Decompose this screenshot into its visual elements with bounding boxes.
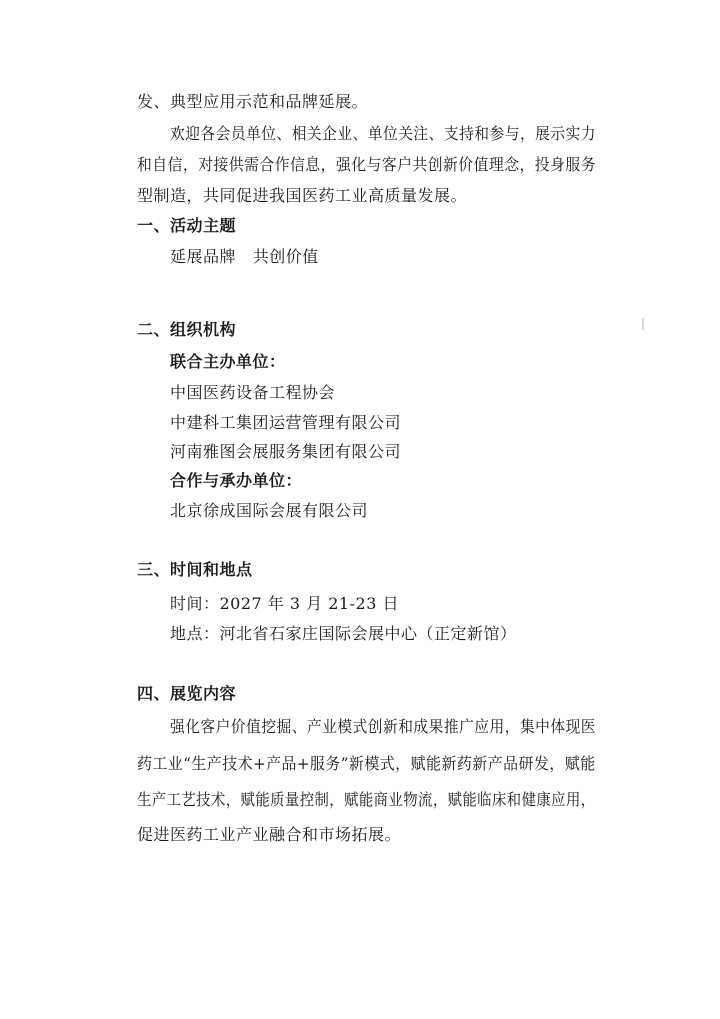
exhibition-line-4: 促进医药工业产业融合和市场拓展。	[137, 825, 402, 844]
intro-line-4: 型制造，共同促进我国医药工业高质量发展。	[137, 186, 468, 205]
exhibition-line-2: 药工业“生产技术+产品+服务”新模式，赋能新药新产品研发，赋能	[137, 754, 596, 773]
section-heading-exhibition: 四、展览内容	[137, 684, 237, 703]
exhibition-line-1: 强化客户价值挖掘、产业模式创新和成果推广应用，集中体现医	[170, 717, 597, 736]
event-place: 地点：河北省石家庄国际会展中心（正定新馆）	[170, 624, 517, 643]
scan-mark	[642, 318, 644, 330]
section-heading-theme: 一、活动主题	[137, 216, 237, 235]
organizers-label: 联合主办单位：	[170, 352, 286, 371]
undertaker-label: 合作与承办单位：	[170, 471, 303, 490]
section-heading-organization: 二、组织机构	[137, 320, 237, 339]
organizer-item: 河南雅图会展服务集团有限公司	[170, 442, 402, 461]
theme-text: 延展品牌 共创价值	[170, 247, 319, 266]
undertaker-item: 北京徐成国际会展有限公司	[170, 501, 369, 520]
section-heading-time-place: 三、时间和地点	[137, 560, 253, 579]
intro-line-3: 和自信，对接供需合作信息，强化与客户共创新价值理念，投身服务	[137, 155, 597, 174]
intro-line-1: 发、典型应用示范和品牌延展。	[137, 92, 369, 111]
intro-line-2: 欢迎各会员单位、相关企业、单位关注、支持和参与，展示实力	[170, 124, 597, 143]
organizer-item: 中建科工集团运营管理有限公司	[170, 413, 402, 432]
exhibition-line-3: 生产工艺技术，赋能质量控制，赋能商业物流，赋能临床和健康应用，	[137, 790, 596, 809]
event-time: 时间：2027 年 3 月 21-23 日	[170, 594, 399, 613]
organizer-item: 中国医药设备工程协会	[170, 383, 336, 402]
